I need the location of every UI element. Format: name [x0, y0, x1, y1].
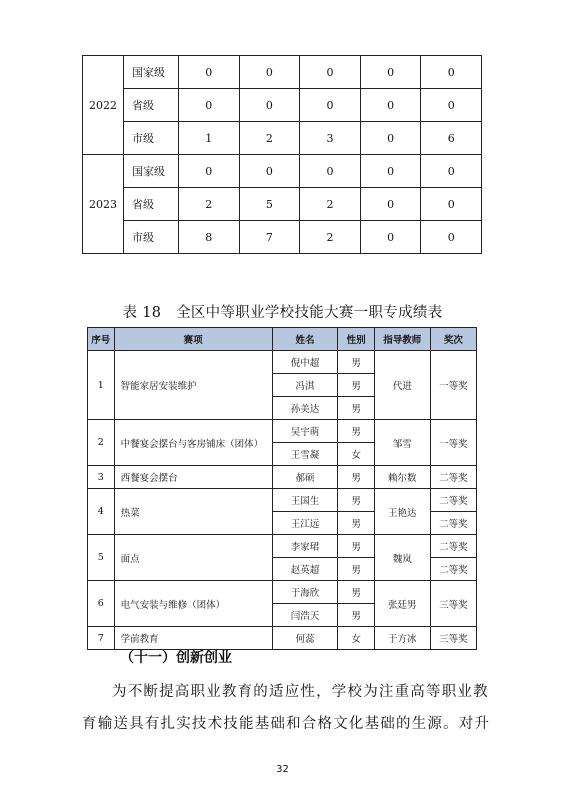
student-sex: 男 — [338, 604, 374, 627]
year-cell: 2022 — [83, 56, 124, 155]
award: 一等奖 — [430, 420, 476, 466]
table-row — [83, 155, 482, 188]
value-cell: 2 — [239, 122, 300, 155]
student-name: 倪中超 — [272, 351, 338, 374]
table-row — [83, 221, 482, 254]
header-cell: 赛项 — [114, 328, 272, 351]
teacher-name: 于方冰 — [374, 627, 430, 650]
value-cell: 0 — [360, 221, 421, 254]
row-number: 6 — [88, 581, 115, 627]
student-name: 李家珺 — [272, 535, 338, 558]
table-row — [83, 122, 482, 155]
paragraph-line-1: 为不断提高职业教育的适应性，学校为注重高等职业教 — [112, 684, 489, 700]
value-cell: 0 — [360, 56, 421, 89]
row-number: 1 — [88, 351, 115, 420]
table-row — [88, 351, 477, 374]
student-name: 何蕊 — [272, 627, 338, 650]
header-cell: 序号 — [88, 328, 115, 351]
row-number: 2 — [88, 420, 115, 466]
event-name: 电气安装与维修（团体） — [114, 581, 272, 627]
section-heading: （十一）创新创业 — [120, 650, 232, 666]
value-cell: 0 — [421, 155, 482, 188]
award: 二等奖 — [430, 512, 476, 535]
event-name: 热菜 — [114, 489, 272, 535]
table-row — [88, 581, 477, 604]
student-sex: 男 — [338, 558, 374, 581]
award: 二等奖 — [430, 535, 476, 558]
student-sex: 女 — [338, 443, 374, 466]
value-cell: 0 — [360, 188, 421, 221]
value-cell: 0 — [300, 89, 361, 122]
value-cell: 2 — [300, 221, 361, 254]
student-name: 闫浩天 — [272, 604, 338, 627]
level-cell: 市级 — [124, 122, 179, 155]
value-cell: 2 — [179, 188, 240, 221]
award: 一等奖 — [430, 351, 476, 420]
event-name: 面点 — [114, 535, 272, 581]
event-name: 中餐宴会摆台与客房铺床（团体） — [114, 420, 272, 466]
award: 二等奖 — [430, 558, 476, 581]
level-cell: 国家级 — [124, 56, 179, 89]
year-cell: 2023 — [83, 155, 124, 254]
level-cell: 省级 — [124, 89, 179, 122]
student-sex: 男 — [338, 351, 374, 374]
teacher-name: 赖尔数 — [374, 466, 430, 489]
student-sex: 男 — [338, 512, 374, 535]
level-cell: 国家级 — [124, 155, 179, 188]
value-cell: 7 — [239, 221, 300, 254]
event-name: 学前教育 — [114, 627, 272, 650]
table-row — [83, 188, 482, 221]
table-row — [88, 489, 477, 512]
student-sex: 男 — [338, 420, 374, 443]
student-name: 孙美达 — [272, 397, 338, 420]
page-number: 32 — [276, 764, 289, 775]
level-cell: 省级 — [124, 188, 179, 221]
row-number: 3 — [88, 466, 115, 489]
value-cell: 0 — [421, 56, 482, 89]
award: 三等奖 — [430, 627, 476, 650]
value-cell: 3 — [300, 122, 361, 155]
teacher-name: 王艳达 — [374, 489, 430, 535]
award: 二等奖 — [430, 466, 476, 489]
student-sex: 男 — [338, 581, 374, 604]
student-sex: 男 — [338, 374, 374, 397]
student-name: 王雪凝 — [272, 443, 338, 466]
row-number: 5 — [88, 535, 115, 581]
student-name: 冯淇 — [272, 374, 338, 397]
teacher-name: 魏岚 — [374, 535, 430, 581]
value-cell: 0 — [360, 155, 421, 188]
value-cell: 0 — [421, 188, 482, 221]
value-cell: 1 — [179, 122, 240, 155]
header-cell: 性别 — [338, 328, 374, 351]
teacher-name: 代进 — [374, 351, 430, 420]
student-name: 吴宇萌 — [272, 420, 338, 443]
value-cell: 8 — [179, 221, 240, 254]
student-sex: 男 — [338, 397, 374, 420]
teacher-name: 张廷男 — [374, 581, 430, 627]
student-name: 赵英超 — [272, 558, 338, 581]
value-cell: 6 — [421, 122, 482, 155]
table-row — [88, 420, 477, 443]
award: 三等奖 — [430, 581, 476, 627]
value-cell: 5 — [239, 188, 300, 221]
award: 二等奖 — [430, 489, 476, 512]
value-cell: 2 — [300, 188, 361, 221]
teacher-name: 邹雪 — [374, 420, 430, 466]
competition-results-table — [87, 327, 477, 650]
header-cell: 奖次 — [430, 328, 476, 351]
header-cell: 指导教师 — [374, 328, 430, 351]
value-cell: 0 — [300, 155, 361, 188]
value-cell: 0 — [239, 56, 300, 89]
student-sex: 男 — [338, 489, 374, 512]
student-name: 郝硕 — [272, 466, 338, 489]
table-row — [83, 89, 482, 122]
level-cell: 市级 — [124, 221, 179, 254]
value-cell: 0 — [360, 122, 421, 155]
value-cell: 0 — [300, 56, 361, 89]
student-sex: 男 — [338, 535, 374, 558]
table-row — [88, 535, 477, 558]
value-cell: 0 — [239, 155, 300, 188]
table-row — [83, 56, 482, 89]
value-cell: 0 — [421, 89, 482, 122]
student-name: 于海欣 — [272, 581, 338, 604]
header-cell: 姓名 — [272, 328, 338, 351]
value-cell: 0 — [179, 155, 240, 188]
row-number: 7 — [88, 627, 115, 650]
value-cell: 0 — [179, 89, 240, 122]
event-name: 西餐宴会摆台 — [114, 466, 272, 489]
value-cell: 0 — [179, 56, 240, 89]
student-name: 王国生 — [272, 489, 338, 512]
top-stats-table — [82, 55, 482, 254]
value-cell: 0 — [239, 89, 300, 122]
paragraph-line-2: 育输送具有扎实技术技能基础和合格文化基础的生源。对升 — [82, 716, 491, 732]
table-row — [88, 466, 477, 489]
student-name: 王江远 — [272, 512, 338, 535]
student-sex: 女 — [338, 627, 374, 650]
value-cell: 0 — [421, 221, 482, 254]
value-cell: 0 — [360, 89, 421, 122]
table-header-row — [88, 328, 477, 351]
student-sex: 男 — [338, 466, 374, 489]
table-caption: 表 18 全区中等职业学校技能大赛一职专成绩表 — [122, 305, 443, 321]
event-name: 智能家居安装维护 — [114, 351, 272, 420]
row-number: 4 — [88, 489, 115, 535]
